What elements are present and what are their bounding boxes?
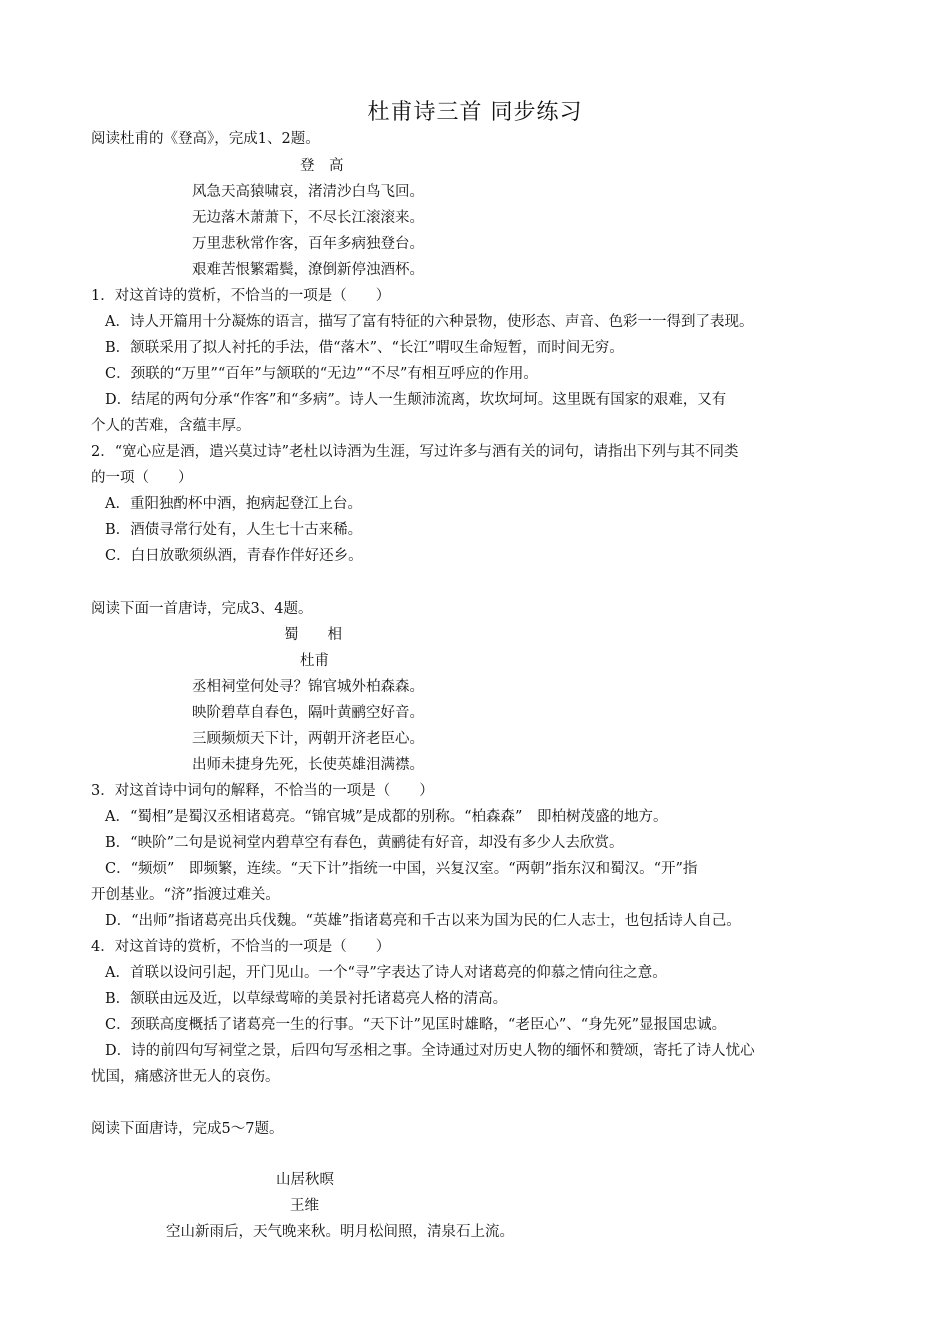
q2-option-c: C．白日放歌须纵酒，青春作伴好还乡。 [105, 548, 363, 564]
q1-option-b: B．颔联采用了拟人衬托的手法，借“落木”、“长江”喟叹生命短暂，而时间无穷。 [105, 340, 624, 356]
section2-poem-line: 出师未捷身先死，长使英雄泪满襟。 [192, 757, 424, 773]
section2-poem-line: 丞相祠堂何处寻？锦官城外柏森森。 [192, 679, 424, 695]
section3-author: 王维 [290, 1198, 319, 1214]
q1-stem: 1．对这首诗的赏析，不恰当的一项是（ ） [91, 288, 391, 304]
section3-intro: 阅读下面唐诗，完成5～7题。 [91, 1121, 284, 1137]
q4-option-d-cont: 忧国，痛感济世无人的哀伤。 [91, 1069, 280, 1085]
section1-poem-title: 登 高 [300, 158, 344, 174]
q4-option-b: B．颔联由远及近，以草绿莺啼的美景衬托诸葛亮人格的清高。 [105, 991, 508, 1007]
section1-intro: 阅读杜甫的《登高》，完成1、2题。 [91, 131, 320, 147]
q4-option-d: D．诗的前四句写祠堂之景，后四句写丞相之事。全诗通过对历史人物的缅怀和赞颂，寄托了诗人忧心 [105, 1043, 755, 1059]
q4-option-a: A．首联以设问引起，开门见山。一个“寻”字表达了诗人对诸葛亮的仰慕之情向往之意。 [105, 965, 667, 981]
section2-intro: 阅读下面一首唐诗，完成3、4题。 [91, 601, 313, 617]
q3-option-d: D．“出师”指诸葛亮出兵伐魏。“英雄”指诸葛亮和千古以来为国为民的仁人志士，也包括诗人自己。 [105, 913, 741, 929]
q3-option-b: B．“映阶”二句是说祠堂内碧草空有春色，黄鹂徒有好音，却没有多少人去欣赏。 [105, 835, 624, 851]
q1-option-d-cont: 个人的苦难，含蕴丰厚。 [91, 418, 251, 434]
document-title: 杜甫诗三首 同步练习 [367, 100, 583, 125]
section1-poem-line: 风急天高猿啸哀，渚清沙白鸟飞回。 [192, 184, 424, 200]
q2-option-b: B．酒债寻常行处有，人生七十古来稀。 [105, 522, 363, 538]
section2-poem-line: 三顾频烦天下计，两朝开济老臣心。 [192, 731, 424, 747]
q4-stem: 4．对这首诗的赏析，不恰当的一项是（ ） [91, 939, 391, 955]
section1-poem-line: 万里悲秋常作客，百年多病独登台。 [192, 236, 424, 252]
q3-stem: 3．对这首诗中词句的解释，不恰当的一项是（ ） [91, 783, 434, 799]
section2-poem-line: 映阶碧草自春色，隔叶黄鹂空好音。 [192, 705, 424, 721]
q2-stem: 2．“宽心应是酒，遣兴莫过诗”老杜以诗酒为生涯，写过许多与酒有关的词句，请指出下列与其不同类 [91, 444, 739, 460]
q3-option-c: C．“频烦” 即频繁，连续。“天下计”指统一中国，兴复汉室。“两朝”指东汉和蜀汉。“开”指 [105, 861, 698, 877]
q1-option-d: D．结尾的两句分承“作客”和“多病”。诗人一生颠沛流离，坎坎坷坷。这里既有国家的艰难，又有 [105, 392, 727, 408]
section3-poem-title: 山居秋暝 [276, 1172, 334, 1188]
q3-option-c-cont: 开创基业。“济”指渡过难关。 [91, 887, 280, 903]
section1-poem-line: 无边落木萧萧下，不尽长江滚滚来。 [192, 210, 424, 226]
section2-author: 杜甫 [300, 653, 329, 669]
q1-option-a: A．诗人开篇用十分凝炼的语言，描写了富有特征的六种景物，使形态、声音、色彩一一得到了表现。 [105, 314, 754, 330]
section1-poem-line: 艰难苦恨繁霜鬓，潦倒新停浊酒杯。 [192, 262, 424, 278]
q2-stem-cont: 的一项（ ） [91, 470, 193, 486]
section2-poem-title: 蜀 相 [284, 627, 342, 643]
section3-poem-line: 空山新雨后，天气晚来秋。明月松间照，清泉石上流。 [166, 1224, 514, 1240]
q3-option-a: A．“蜀相”是蜀汉丞相诸葛亮。“锦官城”是成都的别称。“柏森森” 即柏树茂盛的地方。 [105, 809, 668, 825]
q1-option-c: C．颈联的“万里”“百年”与颔联的“无边”“不尽”有相互呼应的作用。 [105, 366, 538, 382]
q4-option-c: C．颈联高度概括了诸葛亮一生的行事。“天下计”见匡时雄略，“老臣心”、“身先死”显报国忠诚。 [105, 1017, 727, 1033]
q2-option-a: A．重阳独酌杯中酒，抱病起登江上台。 [105, 496, 362, 512]
